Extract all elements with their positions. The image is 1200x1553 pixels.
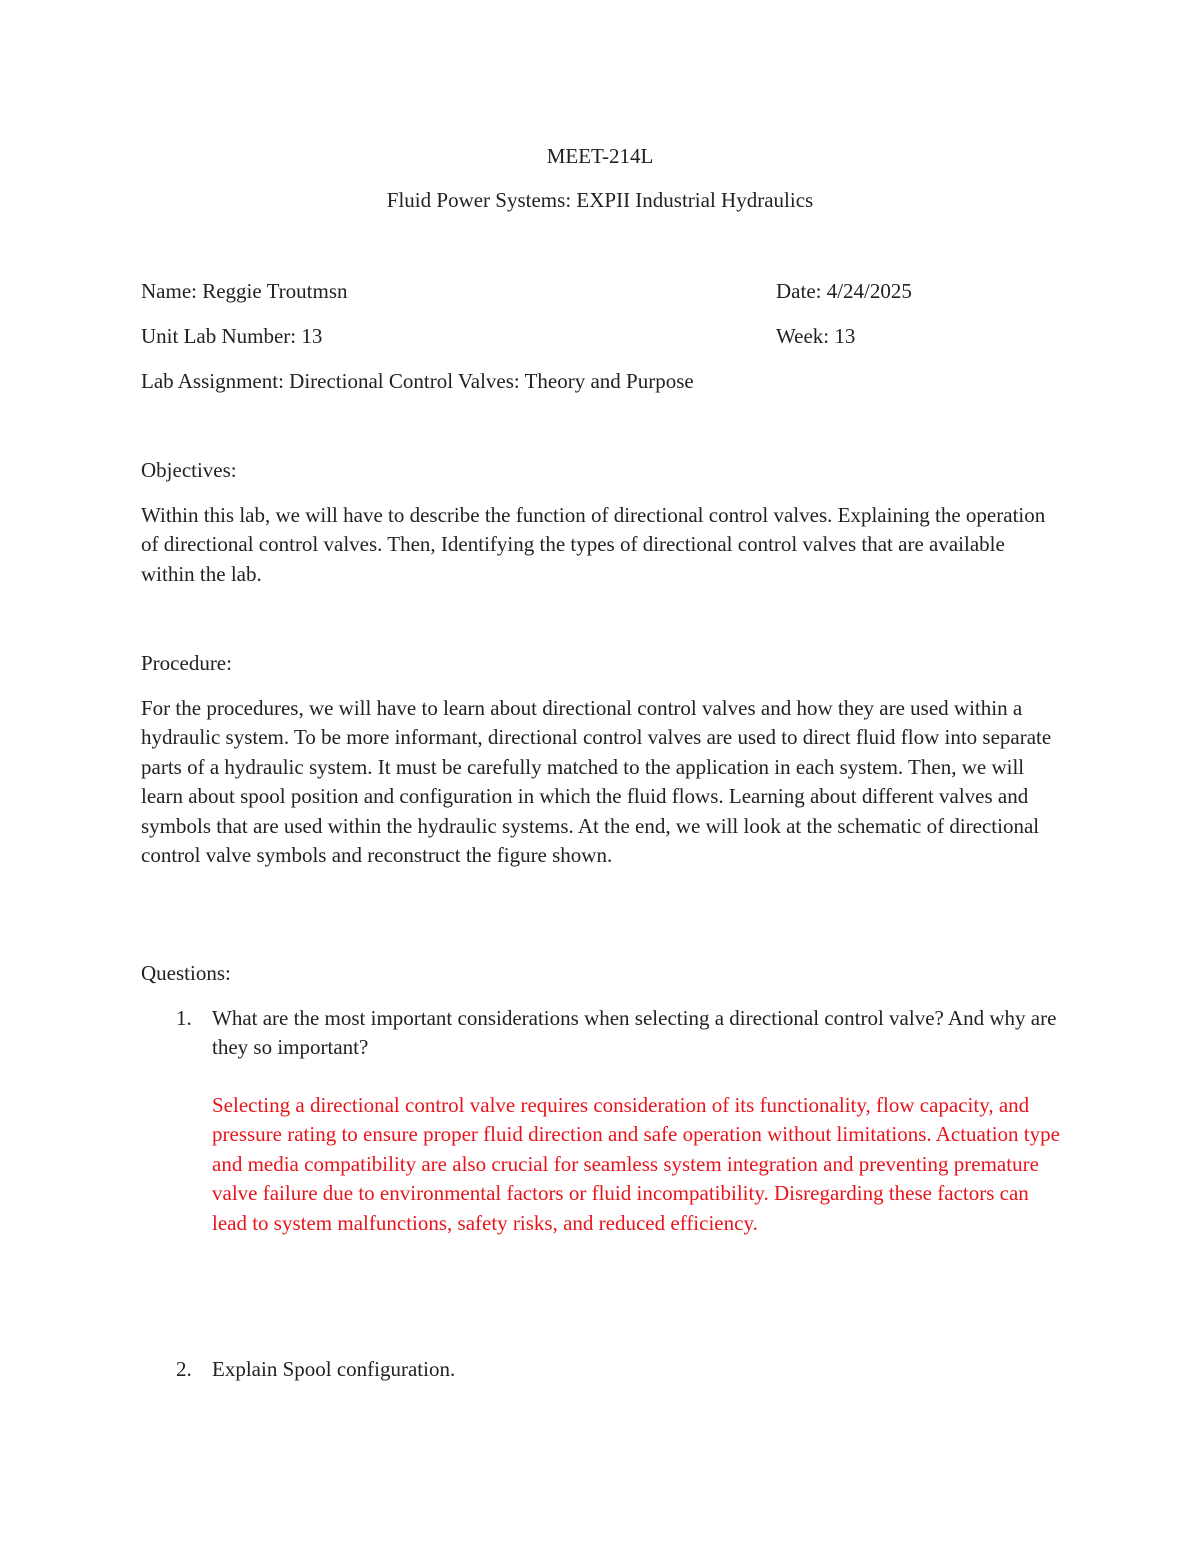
week-number: Week: 13 xyxy=(776,324,856,348)
question-1-number: 1. xyxy=(176,1006,192,1030)
question-2-number: 2. xyxy=(176,1357,192,1381)
procedure-text: For the procedures, we will have to learn about directional control valves and how they are used within a hydraulic system. To be more informant, directional control valves are used to direct fluid flow into separate parts of a hydraulic system. It must be carefully matched to the application in each system. Then, we will learn about spool position and configuration in which the fluid flows. Learning about different valves and symbols that are used within the hydraulic systems. At the end, we will look at the schematic of directional control valve symbols and reconstruct the figure shown. xyxy=(141,696,1052,868)
objectives-text: Within this lab, we will have to describe the function of directional control valves. Explaining the operation of directional control valves. Then, Identifying the types of directional control valves that are available within the lab. xyxy=(141,503,1046,586)
course-title: Fluid Power Systems: EXPII Industrial Hydraulics xyxy=(386,188,814,212)
question-1-answer: Selecting a directional control valve requires consideration of its functionality, flow capacity, and pressure rating to ensure proper fluid direction and safe operation without limitations. Actuation type and media compatibility are also crucial for seamless system integration and preventing premature valve failure due to environmental factors or fluid incompatibility. Disregarding these factors can lead to system malfunctions, safety risks, and reduced efficiency. xyxy=(212,1093,1060,1235)
question-2-text: Explain Spool configuration. xyxy=(212,1357,456,1381)
questions-heading: Questions: xyxy=(141,961,231,985)
question-1-text: What are the most important considerations when selecting a directional control valve? And why are they so important? xyxy=(212,1006,1057,1060)
course-code: MEET-214L xyxy=(546,144,654,168)
unit-lab-number: Unit Lab Number: 13 xyxy=(141,324,323,348)
lab-date: Date: 4/24/2025 xyxy=(776,279,912,303)
procedure-heading: Procedure: xyxy=(141,651,232,675)
lab-assignment: Lab Assignment: Directional Control Valves: Theory and Purpose xyxy=(141,369,694,393)
objectives-heading: Objectives: xyxy=(141,458,237,482)
student-name: Name: Reggie Troutmsn xyxy=(141,279,348,303)
